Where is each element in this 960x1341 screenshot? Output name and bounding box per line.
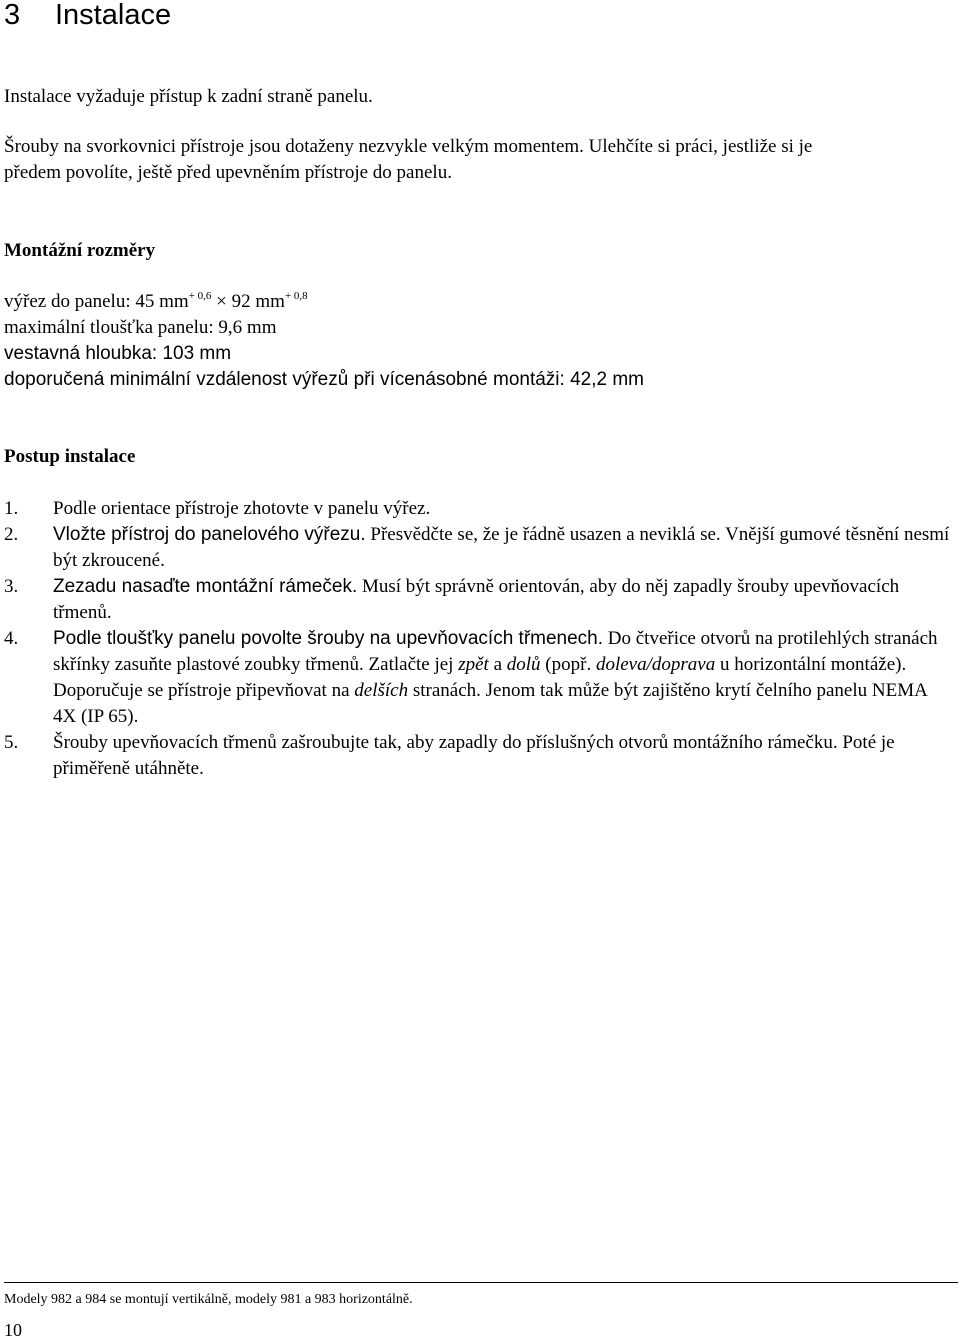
step-number: 2.	[4, 524, 19, 545]
section-heading	[4, 0, 171, 30]
step-text: stranách. Jenom tak může být zajištěno krytí čelního panelu NEMA 4X (IP 65).	[53, 680, 927, 727]
footnote-divider	[4, 1282, 958, 1283]
mounting-depth: vestavná hloubka: 103 mm	[4, 343, 232, 364]
cutout-tolerance-2: + 0,8	[284, 290, 308, 302]
step-text: Vložte přístroj do panelového výřezu.	[53, 524, 366, 545]
cutout-prefix: výřez do panelu: 45 mm	[4, 291, 189, 312]
step-text-emphasis: delších	[354, 680, 409, 701]
step-text-emphasis: dolů	[506, 654, 541, 675]
step-text-emphasis: zpět	[458, 654, 489, 675]
installation-steps	[4, 496, 954, 782]
step-3	[4, 574, 954, 626]
step-1	[4, 496, 954, 522]
step-number: 4.	[4, 628, 19, 649]
step-text: Vnější gumové těsnění nesmí být zkroucené.	[53, 524, 950, 571]
intro-paragraph-2-line-1: Šrouby na svorkovnici přístroje jsou dotaženy nezvykle velkým momentem. Ulehčíte si práci, jestliže si je	[4, 136, 813, 157]
footnote: Modely 982 a 984 se montují vertikálně, modely 981 a 983 horizontálně.	[4, 1292, 413, 1307]
step-2	[4, 522, 954, 574]
page-number: 10	[4, 1320, 22, 1340]
step-text: Přesvědčte se, že je řádně usazen a neviklá se.	[365, 524, 721, 545]
intro-paragraph-1: Instalace vyžaduje přístup k zadní straně panelu.	[4, 86, 373, 107]
step-text: Musí být správně orientován, aby do něj zapadly šrouby upevňovacích třmenů.	[53, 576, 900, 623]
cutout-times: × 92 mm	[211, 291, 285, 312]
step-text: Zatlačte jej	[363, 654, 459, 675]
step-number: 3.	[4, 576, 19, 597]
mounting-dimensions-title: Montážní rozměry	[4, 240, 156, 261]
step-text: Šrouby upevňovacích třmenů zašroubujte tak, aby zapadly do příslušných otvorů montážního rámečku. Poté je přiměřeně utáhněte.	[53, 732, 895, 779]
intro-paragraph-2	[4, 134, 812, 186]
cutout-distance: doporučená minimální vzdálenost výřezů při vícenásobné montáži: 42,2 mm	[4, 369, 644, 390]
step-4	[4, 626, 954, 730]
cutout-dimension	[4, 289, 308, 317]
section-title: Instalace	[55, 0, 172, 31]
step-text: Do čtveřice otvorů na protilehlých stranách skřínky zasuňte plastové zoubky třmenů.	[53, 628, 938, 675]
step-text: Zezadu nasaďte montážní rámeček.	[53, 576, 358, 597]
section-number: 3	[4, 0, 21, 31]
step-text: a	[488, 654, 507, 675]
step-text: u horizontální montáže).	[715, 654, 907, 675]
step-text: (popř.	[540, 654, 596, 675]
cutout-tolerance-1: + 0,6	[188, 290, 212, 302]
step-text: Doporučuje se přístroje připevňovat na	[53, 680, 355, 701]
step-number: 5.	[4, 732, 19, 753]
step-text-emphasis: doleva/doprava	[595, 654, 716, 675]
intro-paragraph-2-line-2: předem povolíte, ještě před upevněním přístroje do panelu.	[4, 162, 452, 183]
step-text: Podle tloušťky panelu povolte šrouby na upevňovacích třmenech.	[53, 628, 604, 649]
step-5	[4, 730, 954, 782]
step-number: 1.	[4, 498, 19, 519]
step-text: Podle orientace přístroje zhotovte v panelu výřez.	[53, 498, 431, 519]
panel-thickness: maximální tloušťka panelu: 9,6 mm	[4, 317, 277, 338]
installation-procedure-title: Postup instalace	[4, 446, 136, 467]
